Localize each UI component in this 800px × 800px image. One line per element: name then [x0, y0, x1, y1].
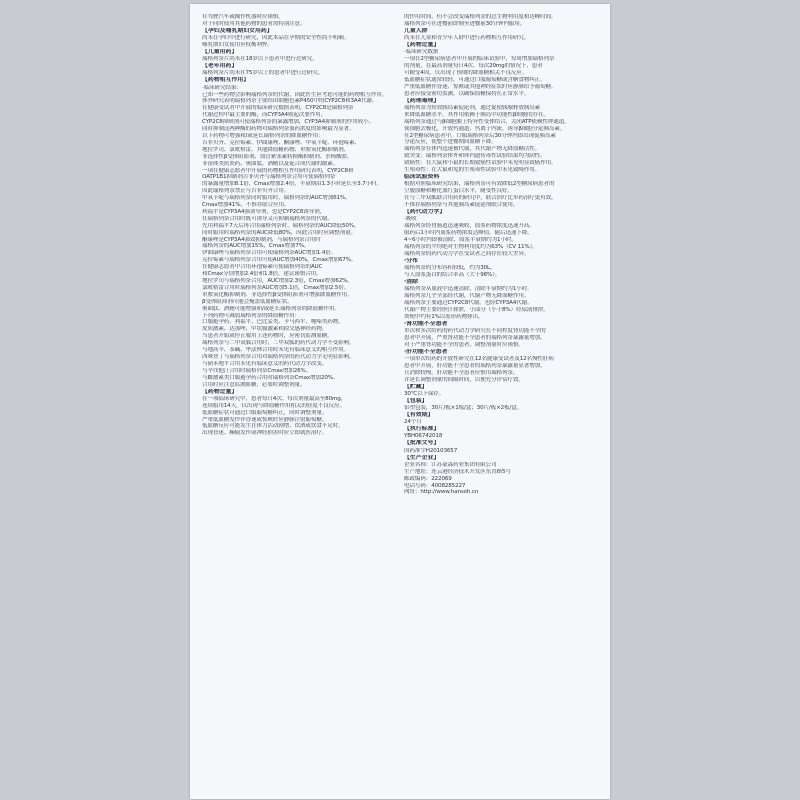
text-line: 瑞格列奈为短效胰岛素促泌剂，通过促使胰腺释放胰岛素 — [404, 104, 541, 111]
text-line: 皮质激素、达那唑、甲状腺激素和拟交感神经药物。 — [202, 326, 328, 333]
text-line: 的作用时间，但不会改变瑞格列奈的总生物利用度和达峰时间。 — [404, 14, 557, 20]
text-line: 铝塑包装，30片/板×1板/盒；30片/板×2板/盒。 — [404, 405, 523, 412]
text-line: 瑞格列奈通过与β细胞膜上特异性受体结合，关闭ATP依赖性钾通道， — [404, 118, 570, 125]
text-line: 哺乳期妇女使用应权衡利弊。 — [202, 42, 273, 49]
text-line: 奥曲肽、酒精可能增强和/或延长瑞格列奈的降血糖作用。 — [202, 305, 340, 312]
text-line: 的剂量，在最高剂量每日4次、每次20mg的情况下，患者 — [404, 63, 543, 70]
text-line: 体外研究表明瑞格列奈主要经由细胞色素P450中的CYP2C8和3A4代谢。 — [202, 98, 378, 105]
text-line: 瑞格列奈从血液中迅速清除，清除半衰期约为1小时。 — [404, 286, 533, 293]
text-line: 一项在健康志愿者中开展的药物相互作用研究表明，CYP2C8和 — [202, 167, 354, 174]
text-line: 不推荐瑞格列奈与其他胰岛素促泌剂联合使用。 — [404, 202, 519, 209]
text-line: 在2型糖尿病患者中，口服瑞格列奈后30分钟内即出现促胰岛素 — [404, 132, 556, 139]
text-line: 可耐受4周，仅出现了预期的降血糖相关不良反应。 — [404, 70, 528, 77]
section-heading: ·分布 — [404, 257, 419, 264]
text-line: 30℃以下保存。 — [404, 390, 445, 397]
text-line: 网址：http://www.hansoh.cn — [404, 489, 479, 496]
text-line: 非选择性β受体阻滞剂、血管紧张素转换酶抑制剂、水杨酸盐、 — [202, 153, 353, 160]
text-line: 氯吡格雷合用时瑞格列奈AUC增加5.1倍，Cmax增加2.5倍。 — [202, 284, 350, 291]
text-line: 生产地址：连云港经济技术开发区东晋路5号 — [404, 468, 511, 475]
text-line: OATP1B1抑制剂吉非贝齐与瑞格列奈合用可使瑞格列奈 — [202, 174, 336, 181]
section-heading: ·肾功能不全患者 — [404, 320, 448, 327]
text-line: 在瑞格列奈合用时既可诱导又可抑制瑞格列奈的代谢。 — [202, 215, 333, 222]
text-line: 利福平是CYP3A4强诱导剂，也是CYP2C8诱导剂， — [202, 208, 326, 215]
text-line: Cmax增加41%，不推荐联合应用。 — [202, 202, 290, 209]
text-line: 瑞格列奈可在进餐前即刻至进餐前30分钟内服用。 — [404, 20, 526, 27]
section-heading: 【药物过量】 — [202, 388, 238, 395]
right-text-column — [404, 14, 600, 496]
text-line: 酮康唑是CYP3A4强效抑制剂，与瑞格列奈合用时 — [202, 236, 321, 243]
text-line: 单胺氧化酶抑制剂、非选择性β受体阻滞剂可增强降血糖作用。 — [202, 291, 353, 298]
section-heading: 【孕妇及哺乳期妇女用药】 — [202, 27, 273, 34]
section-heading: 【包装】 — [404, 397, 428, 404]
text-line: 的暴露量增加8.1倍，Cmax增加2.4倍，半衰期由1.3小时延长至3.7小时。 — [202, 181, 382, 188]
text-line: 对于严重肾功能不全的患者，调整剂量时应谨慎。 — [404, 341, 524, 348]
text-line: 一项在2型糖尿病患者中开展的临床试验中，每周增加瑞格列奈 — [404, 56, 555, 63]
text-line: 电话号码：4008285227 — [404, 482, 466, 489]
text-line: 低血糖反应可能发生在体力活动剧增、饮酒或饮食不足时。 — [202, 423, 344, 430]
text-line: 严重低血糖伴昏迷、惊厥或其他神经症状时应静脉给予葡萄糖。 — [404, 83, 557, 90]
text-line: 和Cmax分别增加2.4倍和1.8倍，建议谨慎合用。 — [202, 271, 322, 278]
text-line: 地拉罗司、氯吡格雷、其他降血糖药物、单胺氧化酶抑制剂、 — [202, 146, 349, 153]
section-heading: 临床试验资料 — [404, 174, 440, 181]
text-line: 与雌激素类口服避孕药合用时瑞格列奈Cmax增加20%。 — [202, 374, 339, 381]
text-line: 致突变：瑞格列奈体外和体内遗传毒性试验结果均为阴性。 — [404, 153, 546, 160]
text-line: 4~6小时内即被清除，血浆半衰期约为1小时。 — [404, 236, 517, 243]
text-line: 口服避孕药、利福平、巴比妥类、卡马西平、噻嗪类药物、 — [202, 319, 344, 326]
text-line: 同时抑制这两种酶的药物对瑞格列奈血药浓度的影响最为显著。 — [202, 126, 355, 133]
package-insert-sheet — [190, 4, 610, 799]
text-line: CYP2C8抑制剂可使瑞格列奈的暴露增加，CYP3A4抑制剂的作用较小。 — [202, 119, 375, 126]
text-line: 在与二甲双胍联合用药的研究中，联合治疗比单药治疗更有效。 — [404, 195, 557, 202]
text-line: 严重低血糖发作伴昏迷或惊厥时应静脉注射葡萄糖。 — [202, 416, 328, 423]
section-heading: 【生产企业】 — [404, 454, 440, 461]
text-line: YBH06742018 — [404, 433, 443, 440]
text-line: 国药准字H20103657 — [404, 447, 458, 454]
text-line: 甲氧苄啶与瑞格列奈同时服用时，瑞格列奈的AUC增加61%， — [202, 195, 351, 202]
text-line: 瑞格列奈片尚未在75岁以上的患者中进行过研究。 — [202, 70, 324, 77]
text-line: 24个月 — [404, 419, 422, 426]
text-line: 以下药物可增强和/或延长瑞格列奈的降血糖作用： — [202, 132, 324, 139]
text-line: 因此瑞格列奈禁止与吉非贝齐合用。 — [202, 188, 290, 195]
text-line: 空腹血糖和糖化血红蛋白水平，耐受性良好。 — [404, 188, 513, 195]
text-line: 来降低血糖水平，其作用依赖于胰岛中功能性β细胞的存在。 — [404, 111, 549, 118]
text-line: 瑞格列奈与二甲双胍合用时，二甲双胍的药代动力学不受影响。 — [202, 340, 355, 347]
text-line: 尚未在孕妇中进行研究，因此本品在孕期的安全性尚不明确。 — [202, 35, 349, 42]
text-line: 在健康受试者中开展的临床研究数据表明，CYP2C8是瑞格列奈 — [202, 105, 354, 112]
text-line: 瑞格列奈的分布容积较低，约为30L， — [404, 264, 496, 271]
text-line: 且消除较慢。肝功能不全患者应慎用瑞格列奈， — [404, 369, 519, 376]
text-line: 瑞格列奈几乎全部经代谢，代谢产物无降血糖作用。 — [404, 292, 530, 299]
section-heading: 【药物过量】 — [404, 42, 440, 49]
section-heading: 【批准文号】 — [404, 440, 440, 447]
text-line: 瑞格列奈经胃肠道迅速吸收，血浆药物浓度迅速升高。 — [404, 223, 535, 230]
text-line: 合用时应注意监测血糖，必要时调整剂量。 — [202, 381, 306, 388]
text-line: ·吸收 — [404, 216, 417, 223]
text-line: 致癌性：在大鼠和小鼠的长期致癌性试验中未见明显致癌作用。 — [404, 160, 557, 167]
text-line: 瑞格列奈在体内迅速被代谢，其代谢产物无降血糖活性。 — [404, 146, 541, 153]
text-line: 瑞格列奈的AUC增加15%，Cmax增加7%。 — [202, 243, 310, 250]
text-line: 与人血浆蛋白的结合率高（大于98%）。 — [404, 271, 501, 278]
section-heading: ·清除 — [404, 278, 419, 285]
text-line: ·临床研究数据 — [404, 49, 439, 56]
section-heading: 【药物相互作用】 — [202, 77, 250, 84]
section-heading: 【药代动力学】 — [404, 208, 446, 215]
text-line: 连续服用14天，仅出现与降血糖作用相关的轻度不良反应。 — [202, 402, 345, 409]
text-line: β受体阻滞剂可能会掩盖低血糖症状。 — [202, 298, 293, 305]
text-line: 与辛伐他汀合用时瑞格列奈Cmax增加26%。 — [202, 367, 312, 374]
text-line: 低血糖症状可通过口服葡萄糖纠正，同时调整剂量。 — [202, 409, 328, 416]
text-line: 地拉罗司与瑞格列奈合用，AUC增加2.3倍，Cmax增加62%。 — [202, 278, 353, 284]
text-line: 患者应接受密切监测，以确保血糖保持在正常水平。 — [404, 90, 530, 97]
text-line: 已知一些药物会影响瑞格列奈的代谢，因此医生应考虑可能的药物相互作用。 — [202, 91, 388, 98]
text-line: 出现昏迷、癫痫发作或神经损害时应立即就医治疗。 — [202, 430, 328, 437]
text-line: 伊曲康唑与瑞格列奈合用可使瑞格列奈AUC增加1.4倍。 — [202, 250, 337, 257]
text-line: 瑞格列奈的平均绝对生物利用度约为63%（CV 11%）。 — [404, 243, 538, 250]
text-line: 与硝苯地平合用未见有临床意义的药代动力学改变。 — [202, 360, 328, 367]
left-text-column — [202, 14, 398, 437]
text-line: 吉非贝齐、克拉霉素、伊曲康唑、酮康唑、甲氧苄啶、环孢霉素、 — [202, 139, 360, 146]
text-line: 当患者开始或停止服用上述药物时，应密切监测血糖。 — [202, 333, 333, 340]
section-heading: 【老年用药】 — [202, 63, 238, 70]
text-line: 先用利福平7天后再合用瑞格列奈时，瑞格列奈的AUC降低50%。 — [202, 222, 360, 229]
section-heading: 【贮藏】 — [404, 383, 428, 390]
text-line: 西咪替丁与瑞格列奈合用对瑞格列奈的药代动力学无明显影响。 — [202, 353, 355, 360]
text-line: 分泌反应，使整个进餐期间血糖下降。 — [404, 139, 497, 146]
text-line: 与地高辛、茶碱、华法林合用时未见有临床意义的相互作用。 — [202, 347, 349, 354]
text-line: 一项单次给药的开放性研究在12名健康受试者及12名慢性肝病 — [404, 355, 554, 362]
text-line: 使细胞去极化，开放钙通道，钙离子内流，诱导β细胞分泌胰岛素。 — [404, 125, 566, 132]
text-line: 患者中开展，肝功能不全患者的瑞格列奈暴露量显著增加， — [404, 362, 546, 369]
section-heading: 【执行标准】 — [404, 426, 440, 433]
text-line: 粪便中约有1%以原形药物排出。 — [404, 313, 484, 320]
text-line: 患者中开展，严重肾功能不全患者的瑞格列奈暴露量增加。 — [404, 334, 546, 341]
section-heading: 【药理毒理】 — [404, 97, 440, 104]
text-line: 同时服用时瑞格列奈的AUC降低80%，因此合用时应调整剂量。 — [202, 229, 357, 236]
text-line: 邮政编码：222069 — [404, 475, 452, 482]
text-line: 瑞格列奈的药代动力学在受试者之间存在较大差异。 — [404, 250, 530, 257]
section-heading: 【儿童用药】 — [202, 48, 238, 55]
text-line: 代谢产物主要经胆汁排泄，小部分（小于8%）经尿液排泄。 — [404, 306, 549, 313]
text-line: 生殖毒性：在大鼠和兔的生殖毒性试验中未见致畸作用。 — [404, 167, 541, 174]
text-line: 单次和多次给药的药代动力学研究在不同程度肾功能不全的 — [404, 327, 546, 334]
text-line: 克拉霉素与瑞格列奈合用可使AUC增加40%，Cmax增加67%。 — [202, 257, 357, 264]
text-line: 瑞格列奈主要通过CYP2C8代谢，也经CYP3A4代谢。 — [404, 299, 533, 306]
text-line: 尚未在儿童和青少年人群中进行药物相互作用研究。 — [404, 35, 530, 42]
text-line: 对于同时使用其他药物的患者需特别注意。 — [202, 20, 306, 27]
text-line: 非甾体类抗炎药、奥曲肽、酒精以及促合成代谢的激素。 — [202, 160, 339, 167]
text-line: ·临床研究结果： — [202, 84, 242, 91]
text-line: 根据对照临床研究结果，瑞格列奈可有效降低2型糖尿病患者的 — [404, 181, 555, 188]
text-line: 瑞格列奈片尚未在18岁以下患者中进行过研究。 — [202, 56, 318, 63]
text-line: 在一项临床研究中，患者每日4次、每次剂量最高至80mg， — [202, 395, 347, 402]
text-line: 低血糖症状通常较轻，可通过口服葡萄糖或含糖食物纠正。 — [404, 76, 546, 83]
text-line: 服药后1小时内血浆药物浓度达峰值，随后迅速下降， — [404, 230, 533, 237]
text-line: 在健康志愿者中合用环孢霉素可使瑞格列奈的AUC — [202, 264, 323, 271]
text-line: 代谢过程中最主要的酶，而CYP3A4则起次要作用。 — [202, 112, 327, 119]
text-line: 在驾驶汽车或操作机器时应谨慎。 — [202, 14, 284, 20]
section-heading: ·肝功能不全患者 — [404, 348, 448, 355]
text-line: 企业名称：江苏豪森药业集团有限公司 — [404, 461, 497, 468]
text-line: 并延长调整剂量的间隔时间，以便充分评估疗效。 — [404, 376, 524, 383]
section-heading: 儿童人群 — [404, 27, 428, 34]
text-line: 下列药物可减弱瑞格列奈的降血糖作用： — [202, 312, 300, 319]
section-heading: 【有效期】 — [404, 411, 434, 418]
